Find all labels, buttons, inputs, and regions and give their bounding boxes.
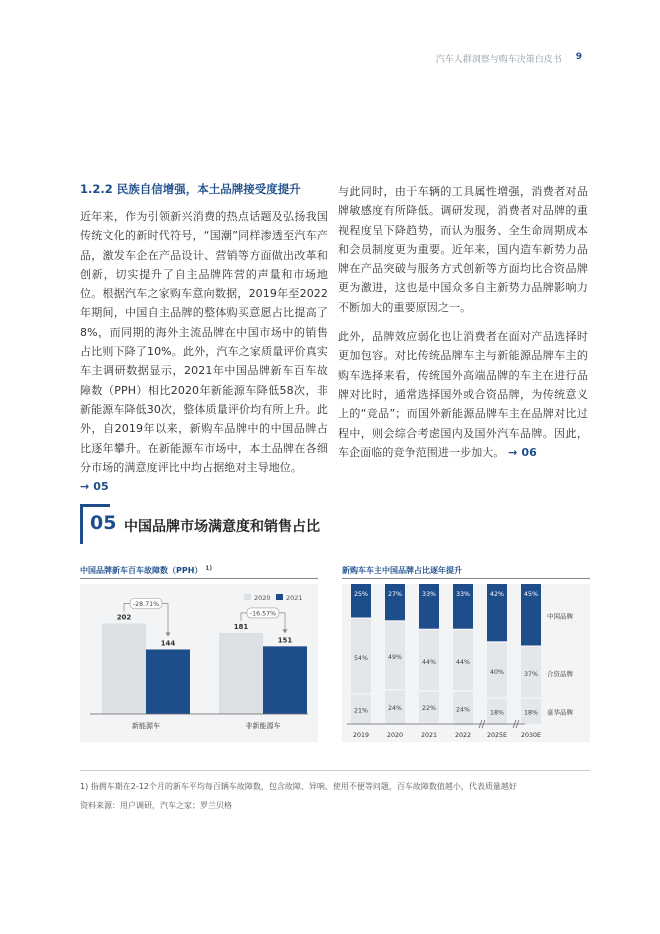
change-label-0: -28.71%	[132, 601, 160, 609]
exhibit-ref-06[interactable]: → 06	[508, 445, 537, 459]
data-label-2021-0: 144	[160, 639, 176, 648]
right-column	[338, 182, 588, 472]
bar-2020-0	[102, 624, 146, 714]
legend-label-2021: 2021	[286, 594, 303, 602]
chart1-title: 中国品牌新车百车故障数（PPH） $^{1)}$	[80, 565, 213, 575]
change-label-1: -16.57%	[249, 610, 277, 618]
stack-label-2-2: 22%	[422, 705, 436, 713]
bar-2020-1	[219, 633, 263, 714]
stack-label-1-0: 54%	[354, 654, 368, 662]
chart2-svg	[342, 584, 590, 742]
section-title: 1.2.2 民族自信增强，本土品牌接受度提升	[80, 182, 301, 196]
stack-0-1	[385, 584, 405, 620]
stack-label-0-0: 25%	[354, 591, 368, 598]
stack-label-2-1: 24%	[388, 705, 402, 713]
bar-2021-0	[146, 649, 190, 714]
data-label-2021-1: 151	[277, 636, 293, 645]
exhibit-number: 05	[90, 512, 117, 534]
data-label-2020-0: 202	[116, 613, 132, 622]
page-header	[436, 52, 582, 65]
stack-label-0-2: 33%	[422, 591, 436, 598]
stack-label-2-5: 18%	[524, 709, 538, 717]
chart1-svg	[80, 584, 318, 742]
stack-label-1-2: 44%	[422, 659, 436, 666]
category-label-3: 2022	[454, 732, 472, 739]
chart2-container	[342, 584, 590, 742]
category-label-0: 2019	[352, 732, 370, 739]
category-label-1: 2020	[386, 732, 404, 739]
series-label-0: 中国品牌	[547, 612, 573, 621]
chart1-title-rule	[80, 578, 318, 579]
series-label-2: 豪华品牌	[547, 708, 573, 717]
category-label-5: 2030E	[520, 732, 542, 739]
stack-label-1-3: 44%	[456, 659, 470, 666]
stack-label-0-5: 45%	[524, 591, 538, 598]
change-arrow-0	[166, 632, 171, 636]
document-title: 汽车人群洞察与购车决策白皮书	[435, 55, 562, 65]
exhibit-ref-05[interactable]: → 05	[80, 480, 109, 494]
right-paragraph-1: 与此同时，由于车辆的工具属性增强，消费者对品牌敏感度有所降低。调研发现，消费者对品牌的重视程度呈下降趋势，而认为服务、全生命周期成本和会员制度更为重要。近年来，国内造车新势力品牌在产品突破与服务方式创新等方面均比合资品牌更为激进，这也是中国众多自主新势力品牌影响力不断加大的重要原因之一。	[338, 185, 588, 314]
chart2-title: 新购车车主中国品牌占比逐年提升	[342, 566, 462, 575]
footnote-source: 资料来源：用户调研，汽车之家；罗兰贝格	[80, 801, 232, 810]
exhibit-title: 中国品牌市场满意度和销售占比	[124, 519, 320, 535]
stack-label-2-3: 24%	[456, 706, 470, 714]
right-paragraph-2: 此外，品牌效应弱化也让消费者在面对产品选择时更加包容。对比传统品牌车主与新能源品牌车主的购车选择来看，传统国外高端品牌的车主在进行品牌对比时，通常选择国外或合资品牌，为传统意义上的“竞品”；而国外新能源品牌车主在品牌对比过程中，则会综合考虑国内及国外汽车品牌。因此，车企面临的竞争范围进一步加大。 → 06	[338, 330, 588, 459]
left-paragraph-1: 近年来，作为引领新兴消费的热点话题及弘扬我国传统文化的新时代符号，“国潮”同样渗透至汽车产品，激发车企在产品设计、营销等方面做出改革和创新，切实提升了自主品牌阵营的声量和市场地位。根据汽车之家购车意向数据，2019年至2022年期间，中国自主品牌的整体购买意愿占比提高了8%，而同期的海外主流品牌在中国市场中的销售占比则下降了10%。此外，汽车之家质量评价真实车主调研数据显示，2021年中国品牌新车百车故障数（PPH）相比2020年新能源车降低58次，非新能源车降低30次，整体质量评价均有所上升。此外，自2019年以来，新购车品牌中的中国品牌占比逐年攀升。在新能源车市场中，本土品牌在各细分市场的满意度评比中均占据绝对主导地位。	[80, 210, 328, 474]
legend-label-2020: 2020	[254, 594, 271, 602]
stack-label-0-4: 42%	[490, 591, 504, 598]
stack-label-2-4: 18%	[490, 709, 504, 717]
stack-label-0-1: 27%	[388, 591, 402, 598]
exhibit-header	[80, 504, 590, 544]
legend-swatch-2020	[244, 594, 251, 600]
category-label-1: 非新能源车	[245, 722, 281, 730]
stack-label-1-5: 37%	[524, 670, 538, 678]
legend-swatch-2021	[276, 594, 283, 600]
stack-label-0-3: 33%	[456, 591, 470, 598]
category-label-4: 2025E	[486, 732, 508, 739]
stack-0-0	[351, 584, 371, 618]
stack-label-1-4: 40%	[490, 668, 504, 676]
bar-2021-1	[263, 646, 307, 714]
chart1-container	[80, 584, 318, 742]
category-label-2: 2021	[420, 732, 438, 739]
stack-label-2-0: 21%	[354, 707, 368, 715]
series-label-1: 合资品牌	[547, 669, 573, 678]
change-arrow-1	[283, 629, 288, 633]
left-column	[80, 207, 328, 496]
page-number: 9	[575, 52, 582, 62]
category-label-0: 新能源车	[132, 722, 160, 730]
stack-label-1-1: 49%	[388, 654, 402, 662]
chart2-title-rule	[342, 578, 590, 579]
footnote-1: 1) 指拥车期在2-12个月的新车平均每百辆车故障数，包含故障、异响、使用不便等问题，百车故障数值越小，代表质量越好	[80, 782, 517, 791]
footnote-rule	[80, 770, 590, 771]
data-label-2020-1: 181	[233, 622, 249, 631]
